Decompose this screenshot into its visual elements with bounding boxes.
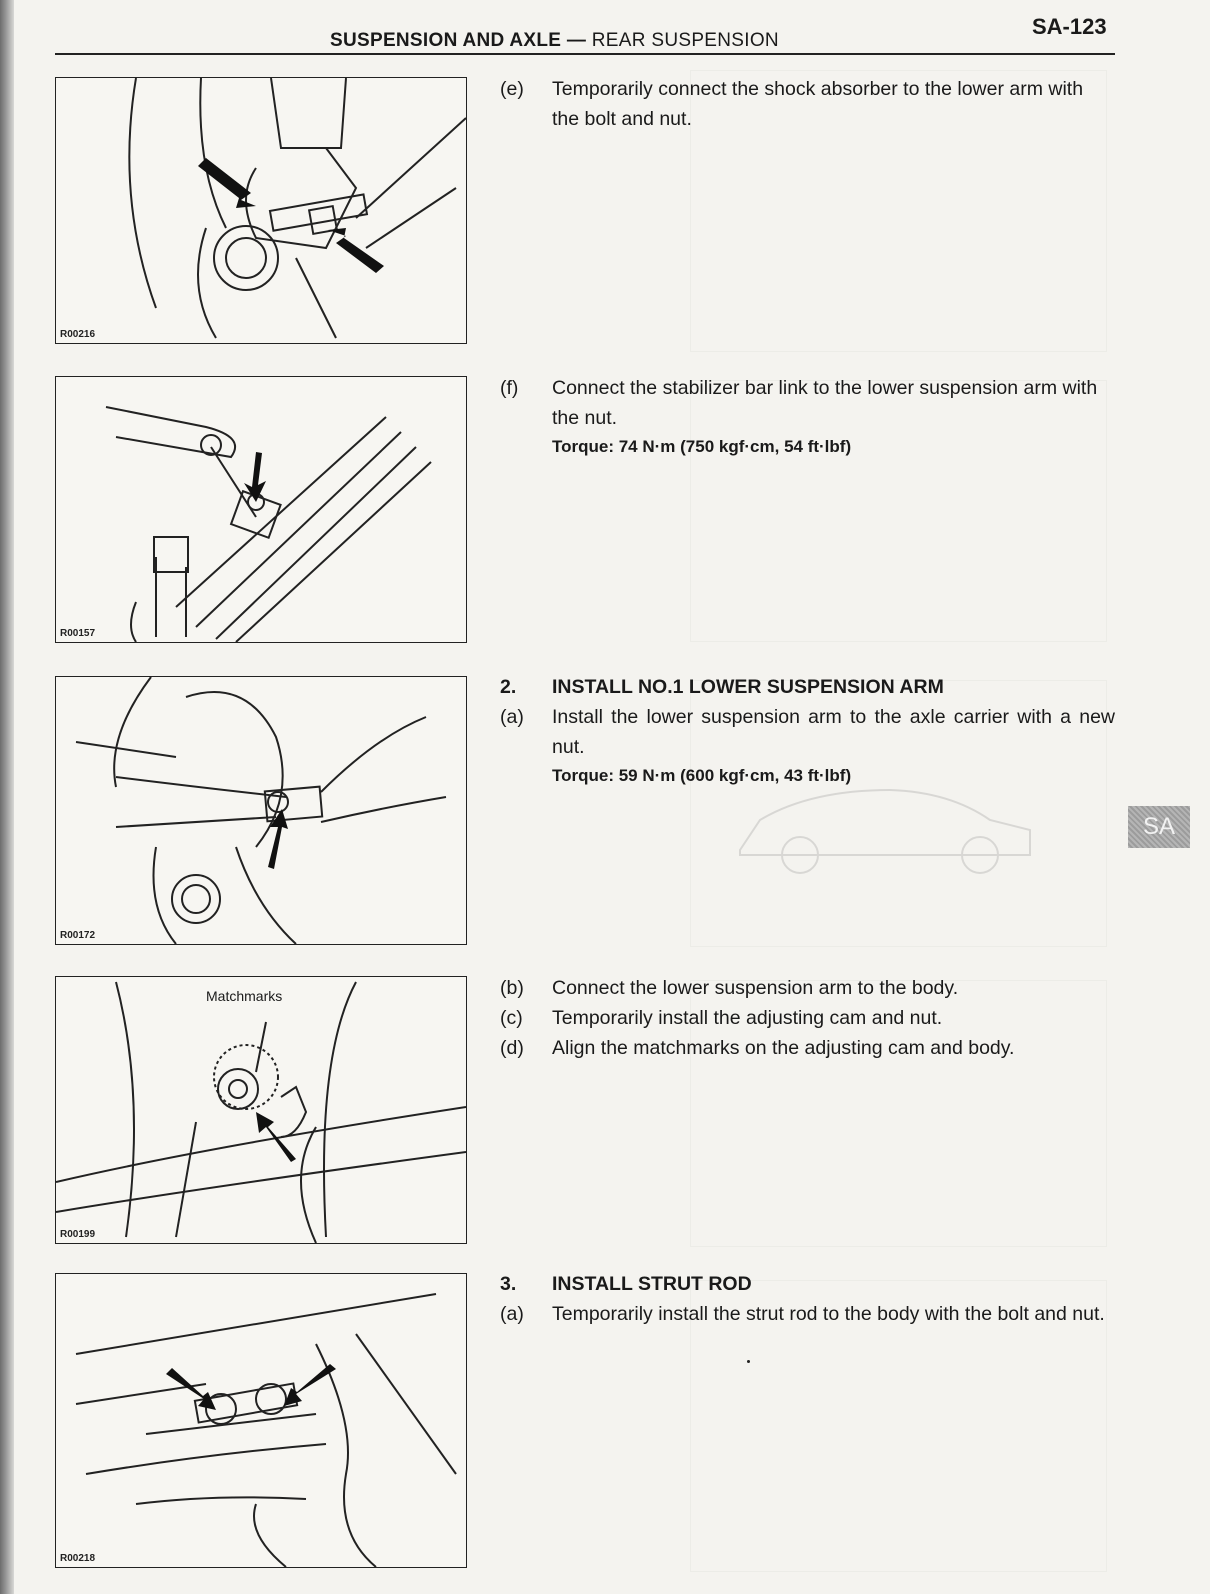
header-title-dash: — [566,30,587,51]
header-rule [55,53,1115,55]
instruction-label: (d) [500,1037,524,1059]
figure-code: R00216 [60,329,96,340]
figure-code: R00218 [60,1553,96,1564]
figure-code: R00199 [60,1229,96,1240]
section-tab-sa: SA [1128,806,1190,848]
instruction-body [552,702,1115,789]
figure-illustration [56,977,466,1243]
figure-strut-rod-bolt [55,1273,467,1568]
page-number: SA-123 [1032,14,1107,39]
figure-stabilizer-bar-link [55,376,467,643]
figure-code: R00172 [60,930,96,941]
figure-illustration [56,677,466,944]
header-title-sub: REAR SUSPENSION [591,30,779,51]
figure-lower-suspension-arm-axle-carrier [55,676,467,945]
step-number: 3. [500,1273,517,1295]
figure-illustration [56,1274,466,1567]
header-title-main: SUSPENSION AND AXLE [330,30,562,51]
page-binding-edge [0,0,14,1594]
instruction-label: (e) [500,78,524,100]
torque-spec: Torque: 74 N·m (750 kgf·cm, 54 ft·lbf) [552,437,852,456]
instruction-text: Align the matchmarks on the adjusting cam and body. [552,1037,1015,1059]
figure-shock-absorber-lower-arm [55,77,467,344]
instruction-text: Temporarily install the strut rod to the body with the bolt and nut. [552,1303,1105,1325]
instruction-text: Connect the stabilizer bar link to the lower suspension arm with the nut. [552,377,1098,429]
instruction-label: (c) [500,1007,523,1029]
figure-illustration [56,78,466,343]
matchmarks-callout: Matchmarks [206,988,283,1004]
instruction-text: Install the lower suspension arm to the axle carrier with a new nut. [552,706,1115,758]
instruction-text: Temporarily install the adjusting cam and nut. [552,1007,943,1029]
step-title: INSTALL STRUT ROD [552,1273,752,1295]
instruction-label: (b) [500,977,524,999]
step-title: INSTALL NO.1 LOWER SUSPENSION ARM [552,676,944,698]
torque-spec: Torque: 59 N·m (600 kgf·cm, 43 ft·lbf) [552,766,852,785]
print-speck [747,1360,750,1363]
instruction-label: (a) [500,706,524,728]
instruction-body [552,373,1115,460]
figure-illustration [56,377,466,642]
instruction-label: (a) [500,1303,524,1325]
step-number: 2. [500,676,517,698]
instruction-text: Connect the lower suspension arm to the body. [552,977,959,999]
page-header-title [330,30,779,52]
instruction-text: Temporarily connect the shock absorber to the lower arm with the bolt and nut. [552,78,1084,130]
instruction-label: (f) [500,377,519,399]
figure-adjusting-cam-matchmarks [55,976,467,1244]
figure-code: R00157 [60,628,96,639]
